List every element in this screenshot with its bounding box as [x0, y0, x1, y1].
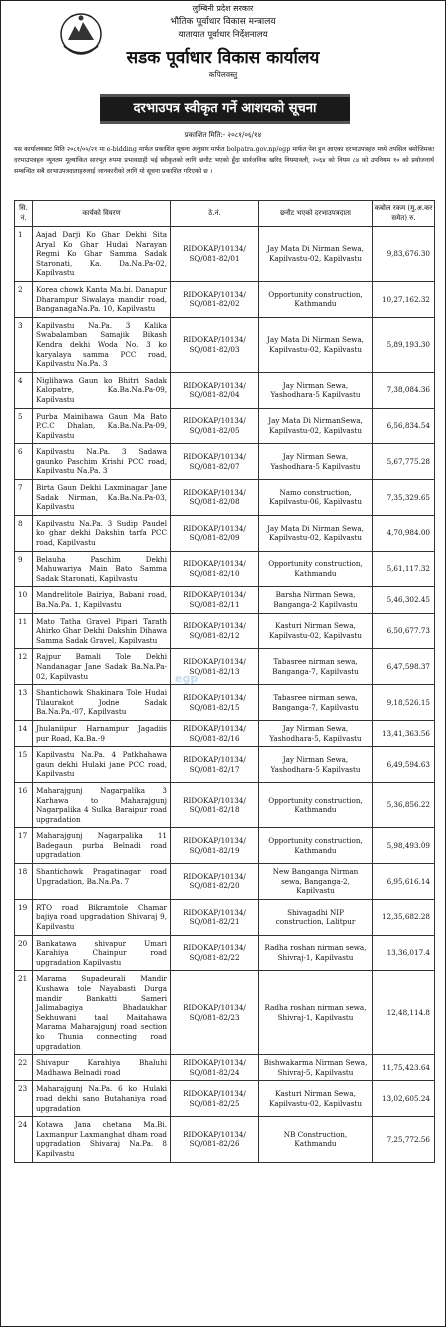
cell-description: Marama Supadeurali Mandir Kushawa tole Nayabasti Durga mandir Bankatti Sameri Jalimabagiya Bhadaukhar Sekhuwani taal Maitahawa Marama Maharajgunj road section ko Thunia connecting road upgradation [33, 971, 171, 1055]
cell-sn: 6 [15, 444, 33, 480]
table-row [15, 1117, 435, 1162]
cell-bidder: Tabasree nirman sewa, Banganga-7, Kapilvastu [259, 649, 373, 685]
cell-amount: 7,25,772.56 [373, 1117, 435, 1162]
table-row [15, 685, 435, 721]
table-row [15, 935, 435, 971]
gov-line-2: भौतिक पूर्वाधार विकास मन्त्रालय [170, 17, 276, 27]
col-header-ref: ठे.नं. [171, 201, 259, 227]
cell-ref: RIDOKAP/10134/ SQ/081-82/21 [171, 899, 259, 935]
cell-description: Maharajgunj Nagarpalika 11 Badegaun purba Belnadi road upgradation [33, 828, 171, 864]
cell-amount: 13,02,605.24 [373, 1081, 435, 1117]
cell-amount: 5,67,775.28 [373, 444, 435, 480]
cell-ref: RIDOKAP/10134/ SQ/081-82/02 [171, 281, 259, 317]
cell-bidder: Tabasree nirman sewa, Banganga-7, Kapilvastu [259, 685, 373, 721]
publish-date: प्रकाशित मिति:- २०८१/०६/१४ [184, 131, 262, 139]
cell-ref: RIDOKAP/10134/ SQ/081-82/03 [171, 317, 259, 372]
table-row [15, 444, 435, 480]
table-row [15, 971, 435, 1055]
cell-sn: 2 [15, 281, 33, 317]
table-row [15, 408, 435, 444]
notice-header [0, 0, 446, 88]
gov-line-3: यातायात पूर्वाधार निर्देशनालय [178, 30, 268, 40]
cell-description: Aajad Darji Ko Ghar Dekhi Sita Aryal Ko Ghar Hudai Narayan Regmi Ko Ghar Samma Sadak Staronati, Ka. Da.Na.Pa-02, Kapilvastu [33, 227, 171, 282]
bid-table [14, 200, 435, 1163]
col-header-description: कार्यको विवरण [33, 201, 171, 227]
cell-sn: 13 [15, 685, 33, 721]
cell-ref: RIDOKAP/10134/ SQ/081-82/08 [171, 480, 259, 516]
cell-amount: 9,83,676.30 [373, 227, 435, 282]
cell-bidder: New Banganga Nirman sewa, Banganga-2, Kapilvastu [259, 864, 373, 900]
table-row [15, 649, 435, 685]
cell-bidder: Jay Nirman Sewa, Yashodhara-5 Kapilvastu [259, 747, 373, 783]
table-row [15, 372, 435, 408]
intro-paragraph: यस कार्यालयबाट मिति २०८१/०५/२१ मा e-bidding मार्फत प्रकाशित सूचना अनुसार मार्फत bolpatra.gov.np/egp मार्फत पेश हुन आएका दरभाउपत्रहरु मध्ये तपसिल बमोजिमका दरभाउपत्रहरु न्यूनतम मूल्यांकित सारभूत रुपमा प्रभावग्राही भई स्वीकृतको लागि छनौट भएको हुँदा सार्वजनिक खरिद नियमावली, २०६४ को नियम ८४ को उपनियम १० को प्रयोजनार्थ सम्बन्धित सबै दरभाउपत्रदाताहरुलाई जानकारीको लागि यो सूचना प्रकाशित गरिएको छ । [14, 146, 434, 175]
col-header-bidder: छनौट भएको दरभाउपत्रदाता [259, 201, 373, 227]
cell-description: Rajpur Bamali Tole Dekhi Nandanagar Jane Sadak Ba.Na.Pa-02, Kapilvastu [33, 649, 171, 685]
cell-amount: 9,18,526.15 [373, 685, 435, 721]
cell-sn: 21 [15, 971, 33, 1055]
col-header-amount: कबोल रकम (मु.अ.कर समेत) रु. [373, 201, 435, 227]
cell-ref: RIDOKAP/10134/ SQ/081-82/22 [171, 935, 259, 971]
cell-bidder: Shivagadhi NIP construction, Lalitpur [259, 899, 373, 935]
cell-amount: 5,36,856.22 [373, 782, 435, 827]
cell-description: Maharajgunj Nagarpalika 3 Karhawa to Maharajgunj Nagarpalika 4 Sulka Baraipur road upgradation [33, 782, 171, 827]
cell-sn: 24 [15, 1117, 33, 1162]
cell-bidder: Kasturi Nirman Sewa, Kapilvastu-02, Kapilvastu [259, 1081, 373, 1117]
table-row [15, 227, 435, 282]
cell-sn: 7 [15, 480, 33, 516]
cell-ref: RIDOKAP/10134/ SQ/081-82/05 [171, 408, 259, 444]
cell-sn: 14 [15, 720, 33, 746]
cell-amount: 7,35,329.65 [373, 480, 435, 516]
cell-ref: RIDOKAP/10134/ SQ/081-82/11 [171, 587, 259, 613]
cell-description: Bankatawa shivapur Umari Karahiya Chainpur road upgradation Kapilvastu [33, 935, 171, 971]
cell-sn: 8 [15, 515, 33, 551]
cell-bidder: NB Construction, Kathmandu [259, 1117, 373, 1162]
cell-description: Shantichowk Shakinara Tole Hudai Tilaurakot Jodne Sadak Ba.Na.Pa.-07, Kapilvastu [33, 685, 171, 721]
table-row [15, 747, 435, 783]
gov-line-1: लुम्बिनी प्रदेश सरकार [192, 4, 254, 13]
cell-amount: 6,56,834.54 [373, 408, 435, 444]
cell-sn: 20 [15, 935, 33, 971]
cell-ref: RIDOKAP/10134/ SQ/081-82/12 [171, 613, 259, 649]
cell-description: Niglihawa Gaun ko Bhitri Sadak Kalopatre, Ka.Ba.Na.Pa-09, Kapilvastu [33, 372, 171, 408]
watermark: egp [175, 672, 199, 685]
cell-bidder: Opportunity construction, Kathmandu [259, 828, 373, 864]
cell-bidder: Opportunity construction, Kathmandu [259, 551, 373, 587]
cell-bidder: Jay Mata Di Nirman Sewa, Kapilvastu-02, Kapilvastu [259, 515, 373, 551]
cell-description: Mato Tatha Gravel Pipari Tarath Ahirko Ghar Dekhi Dakshin Dihawa Samma Sadak Gravel, Kapilvastu [33, 613, 171, 649]
table-row [15, 899, 435, 935]
cell-amount: 7,38,084.36 [373, 372, 435, 408]
table-row [15, 828, 435, 864]
cell-description: Kapilvastu Na.Pa. 4 Patkhahawa gaun dekhi Hulaki jane PCC road, Kapilvastu [33, 747, 171, 783]
table-row [15, 317, 435, 372]
cell-bidder: Jay Mata Di Nirman Sewa, Kapilvastu-02, Kapilvastu [259, 227, 373, 282]
cell-ref: RIDOKAP/10134/ SQ/081-82/15 [171, 685, 259, 721]
col-header-sn: सि. नं. [15, 201, 33, 227]
cell-bidder: Barsha Nirman Sewa, Banganga-2 Kapilvastu [259, 587, 373, 613]
cell-sn: 16 [15, 782, 33, 827]
cell-description: Kapilvastu Na.Pa. 3 Sadawa gaunko Paschim Krishi PCC road, Kapilvastu Na.Pa. 3 [33, 444, 171, 480]
cell-bidder: Bishwakarma Nirman Sewa, Shivraj-5, Kapilvastu [259, 1055, 373, 1081]
cell-amount: 12,35,682.28 [373, 899, 435, 935]
cell-description: Maharajgunj Na.Pa. 6 ko Hulaki road dekhi sano Butahaniya road upgradation [33, 1081, 171, 1117]
cell-ref: RIDOKAP/10134/ SQ/081-82/17 [171, 747, 259, 783]
cell-ref: RIDOKAP/10134/ SQ/081-82/25 [171, 1081, 259, 1117]
cell-description: Kapilvastu Na.Pa. 3 Kalika Swabalamban Samajik Bikash Kendra dekhi Woda No. 3 ko karyalaya samma PCC road, Kapilvastu Na.Pa. 3 [33, 317, 171, 372]
cell-ref: RIDOKAP/10134/ SQ/081-82/13 [171, 649, 259, 685]
table-row [15, 720, 435, 746]
cell-ref: RIDOKAP/10134/ SQ/081-82/07 [171, 444, 259, 480]
cell-sn: 10 [15, 587, 33, 613]
table-header-row [15, 201, 435, 227]
cell-sn: 1 [15, 227, 33, 282]
cell-ref: RIDOKAP/10134/ SQ/081-82/18 [171, 782, 259, 827]
cell-ref: RIDOKAP/10134/ SQ/081-82/10 [171, 551, 259, 587]
notice-title: दरभाउपत्र स्वीकृत गर्ने आशयको सूचना [100, 94, 350, 124]
table-row [15, 515, 435, 551]
cell-ref: RIDOKAP/10134/ SQ/081-82/23 [171, 971, 259, 1055]
cell-amount: 6,95,616.14 [373, 864, 435, 900]
cell-bidder: Jay Nirman Sewa, Yashodhara-5 Kapilvastu [259, 444, 373, 480]
cell-amount: 5,61,117.32 [373, 551, 435, 587]
cell-ref: RIDOKAP/10134/ SQ/081-82/20 [171, 864, 259, 900]
cell-ref: RIDOKAP/10134/ SQ/081-82/04 [171, 372, 259, 408]
cell-sn: 5 [15, 408, 33, 444]
cell-description: Shivapur Karahiya Bhaluhi Madhawa Belnadi road [33, 1055, 171, 1081]
cell-sn: 17 [15, 828, 33, 864]
cell-bidder: Jay Nirman Sewa, Yashodhara-5 Kapilvastu [259, 372, 373, 408]
cell-amount: 10,27,162.32 [373, 281, 435, 317]
cell-amount: 5,46,302.45 [373, 587, 435, 613]
cell-sn: 19 [15, 899, 33, 935]
cell-sn: 11 [15, 613, 33, 649]
cell-description: RTO road Bikramtole Chamar bajiya road upgradation Shivaraj 9, Kapilvastu [33, 899, 171, 935]
cell-amount: 11,75,423.64 [373, 1055, 435, 1081]
cell-sn: 12 [15, 649, 33, 685]
cell-bidder: Radha roshan nirman sewa, Shivraj-1, Kapilvastu [259, 971, 373, 1055]
cell-description: Mandrelitole Bairiya, Babani road, Ba.Na.Pa. 1, Kapilvastu [33, 587, 171, 613]
cell-sn: 3 [15, 317, 33, 372]
cell-bidder: Kasturi Nirman Sewa, Kapilvastu-02, Kapilvastu [259, 613, 373, 649]
cell-bidder: Jay Nirman Sewa, Yashodhara-5, Kapilvastu [259, 720, 373, 746]
table-row [15, 480, 435, 516]
office-name: सडक पूर्वाधार विकास कार्यालय [126, 48, 320, 68]
cell-amount: 6,47,598.37 [373, 649, 435, 685]
cell-amount: 5,98,493.09 [373, 828, 435, 864]
cell-sn: 9 [15, 551, 33, 587]
cell-amount: 12,48,114.8 [373, 971, 435, 1055]
cell-amount: 13,41,363.56 [373, 720, 435, 746]
cell-sn: 18 [15, 864, 33, 900]
cell-description: Jhulaniipur Harnampur Jagadiis pur Road, Ka.Ba.-9 [33, 720, 171, 746]
cell-bidder: Jay Mata Di NirmanSewa, Kapilvastu-02, Kapilvastu [259, 408, 373, 444]
table-row [15, 864, 435, 900]
cell-amount: 13,36,017.4 [373, 935, 435, 971]
table-row [15, 587, 435, 613]
cell-description: Korea chowk Kanta Ma.bi. Danapur Dharampur Siwalaya mandir road, BanganagaNa.Pa. 10, Kapilvastu [33, 281, 171, 317]
cell-bidder: Namo construction, Kapilvastu-06, Kapilvastu [259, 480, 373, 516]
table-row [15, 281, 435, 317]
cell-bidder: Jay Mata Di Nirman Sewa, Kapilvastu-02, Kapilvastu [259, 317, 373, 372]
cell-bidder: Radha roshan nirman sewa, Shivraj-1, Kapilvastu [259, 935, 373, 971]
cell-description: Birta Gaun Dekhi Laxminagar Jane Sadak Nirman, Ka.Ba.Na.Pa-03, Kapilvastu [33, 480, 171, 516]
cell-ref: RIDOKAP/10134/ SQ/081-82/09 [171, 515, 259, 551]
cell-amount: 6,50,677.73 [373, 613, 435, 649]
cell-amount: 4,70,984.00 [373, 515, 435, 551]
cell-description: Shantichowk Pragatinagar road Upgradation, Ba.Na.Pa. 7 [33, 864, 171, 900]
cell-description: Purba Mainihawa Gaun Ma Bato P.C.C Dhalan, Ka.Ba.Na.Pa-09, Kapilvastu [33, 408, 171, 444]
cell-bidder: Opportunity construction, Kathmandu [259, 281, 373, 317]
table-row [15, 1081, 435, 1117]
cell-sn: 23 [15, 1081, 33, 1117]
cell-description: Belauha Paschim Dekhi Mahuwariya Main Bato Samma Sadak Staronati, Kapilvastu [33, 551, 171, 587]
cell-amount: 5,89,193.30 [373, 317, 435, 372]
cell-ref: RIDOKAP/10134/ SQ/081-82/01 [171, 227, 259, 282]
cell-ref: RIDOKAP/10134/ SQ/081-82/19 [171, 828, 259, 864]
cell-description: Kotawa Jana chetana Ma.Bi. Laxmanpur Laxmanghat dham road upgradation Shivaraj Na.Pa. 8 Kapilvastu [33, 1117, 171, 1162]
cell-ref: RIDOKAP/10134/ SQ/081-82/24 [171, 1055, 259, 1081]
cell-ref: RIDOKAP/10134/ SQ/081-82/26 [171, 1117, 259, 1162]
table-row [15, 551, 435, 587]
cell-sn: 4 [15, 372, 33, 408]
cell-description: Kapilvastu Na.Pa. 3 Sudip Paudel ko ghar dekhi Dakshin tarfa PCC road, Kapilvastu [33, 515, 171, 551]
table-row [15, 613, 435, 649]
cell-sn: 22 [15, 1055, 33, 1081]
table-row [15, 1055, 435, 1081]
cell-ref: RIDOKAP/10134/ SQ/081-82/16 [171, 720, 259, 746]
table-row [15, 782, 435, 827]
cell-amount: 6,49,594.63 [373, 747, 435, 783]
cell-sn: 15 [15, 747, 33, 783]
office-location: कपिलवस्तु [208, 70, 238, 79]
cell-bidder: Opportunity construction, Kathmandu [259, 782, 373, 827]
